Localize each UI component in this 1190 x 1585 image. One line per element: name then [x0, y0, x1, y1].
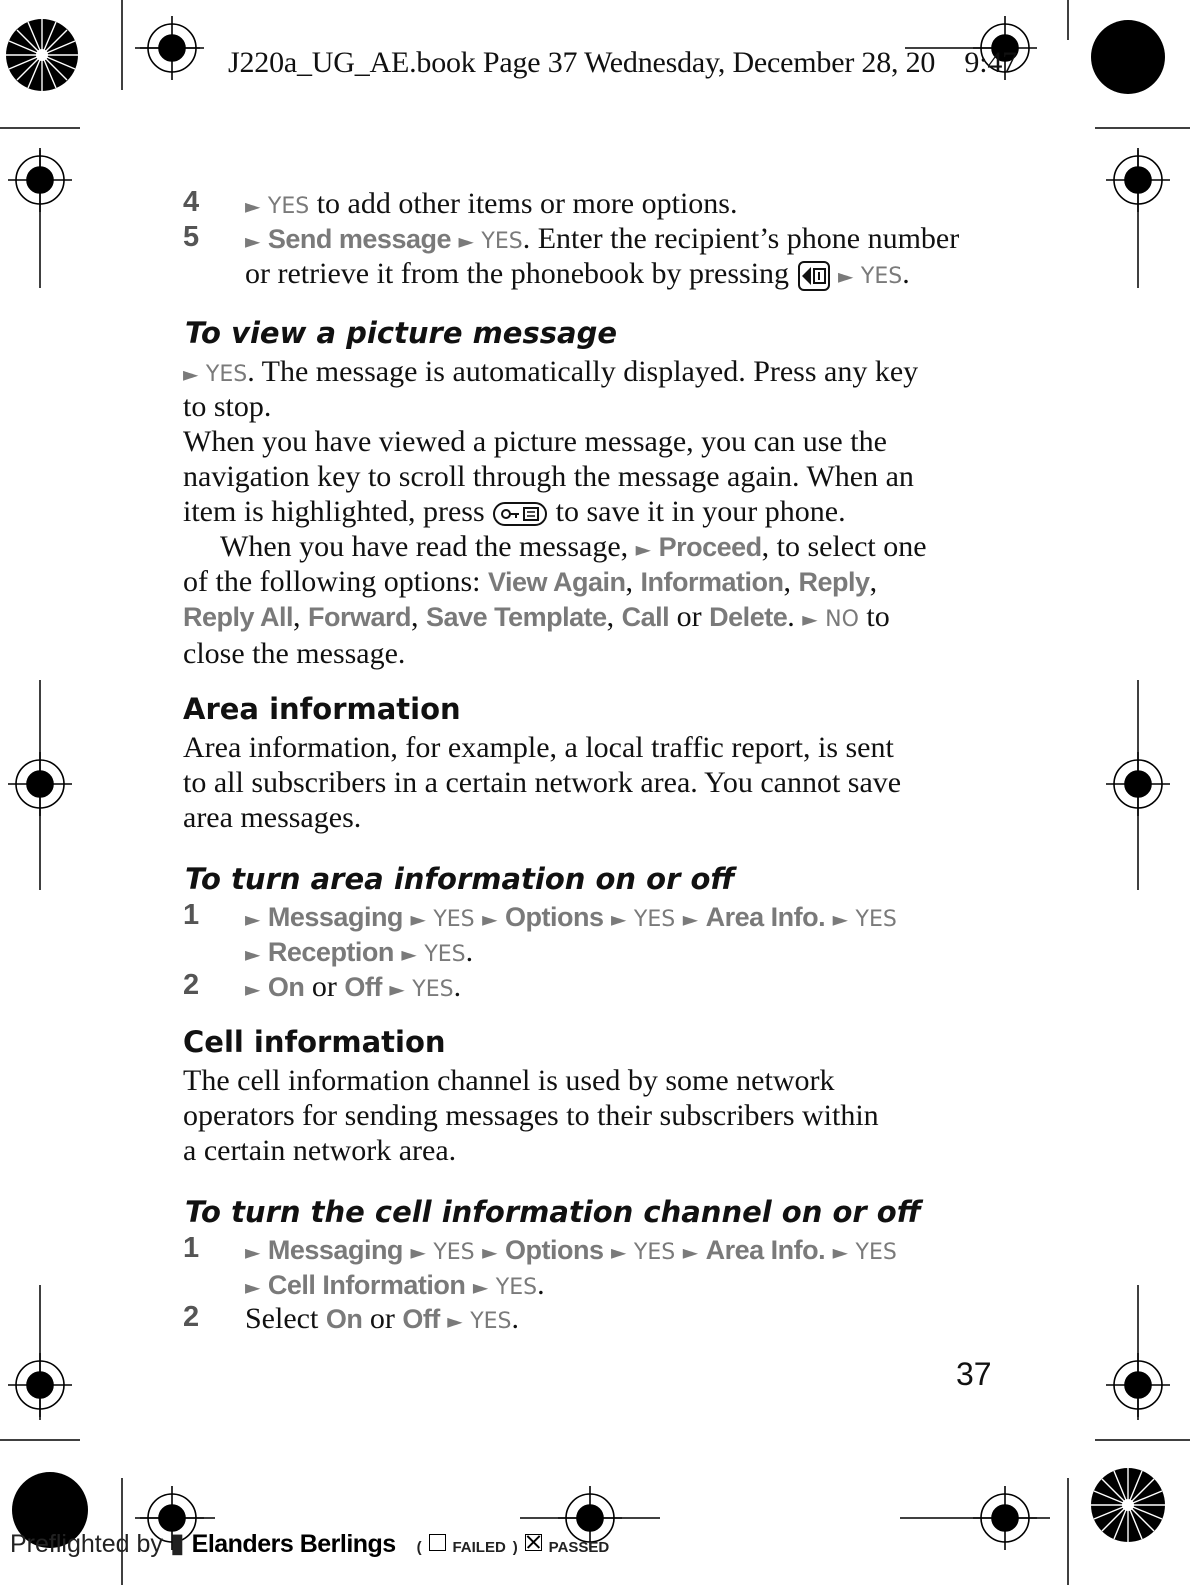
paragraph-line: ► YES. The message is automatically displayed. Press any key [183, 355, 919, 388]
paragraph-line: operators for sending messages to their subscribers within [183, 1099, 879, 1132]
paragraph-line: of the following options: View Again, Information, Reply, [183, 565, 878, 598]
paragraph-line: Area information, for example, a local traffic report, is sent [183, 731, 894, 764]
failed-label: FAILED [452, 1539, 506, 1556]
passed-label: PASSED [548, 1539, 610, 1556]
paragraph-line: item is highlighted, press to save it in your phone. [183, 495, 846, 528]
phonebook-key-icon [797, 260, 831, 292]
step-4-text: ► YES to add other items or more options. [245, 187, 738, 220]
passed-checkbox-icon [525, 1534, 542, 1551]
section-heading: To view a picture message [185, 316, 617, 350]
brand-name: Elanders Berlings [191, 1530, 396, 1558]
failed-checkbox-icon [429, 1534, 446, 1551]
step-1-text-continued: ► Reception ► YES. [245, 935, 474, 968]
section-heading: Cell information [183, 1025, 446, 1059]
starburst-bottom-right-icon [1091, 1468, 1165, 1542]
step-number: 5 [183, 221, 200, 253]
step-number: 1 [183, 899, 200, 931]
paragraph-line: When you have read the message, ► Proceed, to select one [220, 530, 927, 563]
preflight-label: Preflighted by [10, 1530, 163, 1558]
paragraph-line: When you have viewed a picture message, you can use the [183, 425, 887, 458]
page-number: 37 [956, 1356, 992, 1392]
paragraph-line: to stop. [183, 390, 272, 423]
elanders-logo-icon: ▮ [169, 1528, 185, 1558]
preflight-stamp: Preflighted by ▮ Elanders Berlings ( FAILED ) PASSED [10, 1528, 610, 1558]
step-number: 2 [183, 1301, 200, 1333]
paragraph-line: a certain network area. [183, 1134, 457, 1167]
step-2-text: Select On or Off ► YES. [245, 1302, 519, 1335]
save-key-icon [492, 501, 548, 527]
solid-circle-top-right-icon [1091, 20, 1165, 94]
book-header-slug: J220a_UG_AE.book Page 37 Wednesday, December 28, 20 9:47 [228, 46, 1017, 79]
paragraph-line: to all subscribers in a certain network area. You cannot save [183, 766, 902, 799]
paragraph-line: area messages. [183, 801, 362, 834]
starburst-top-left-icon [6, 19, 78, 91]
step-1-text: ► Messaging ► YES ► Options ► YES ► Area Info. ► YES [245, 902, 897, 932]
section-heading: To turn the cell information channel on or off [185, 1195, 921, 1229]
paragraph-line: The cell information channel is used by some network [183, 1064, 835, 1097]
paragraph-line: Reply All, Forward, Save Template, Call or Delete. ► NO to [183, 600, 890, 633]
paragraph-line: navigation key to scroll through the message again. When an [183, 460, 914, 493]
step-1-text: ► Messaging ► YES ► Options ► YES ► Area Info. ► YES [245, 1235, 897, 1265]
section-heading: Area information [183, 692, 461, 726]
step-number: 4 [183, 186, 200, 218]
step-2-text: ► On or Off ► YES. [245, 970, 462, 1003]
section-heading: To turn area information on or off [185, 862, 735, 896]
step-1-text-continued: ► Cell Information ► YES. [245, 1268, 545, 1301]
paragraph-line: close the message. [183, 637, 406, 670]
step-5-text: ► Send message ► YES. Enter the recipient’s phone number [245, 222, 960, 255]
step-5-text-continued: or retrieve it from the phonebook by pressing ► YES. [245, 256, 910, 294]
step-number: 2 [183, 969, 200, 1001]
step-number: 1 [183, 1232, 200, 1264]
